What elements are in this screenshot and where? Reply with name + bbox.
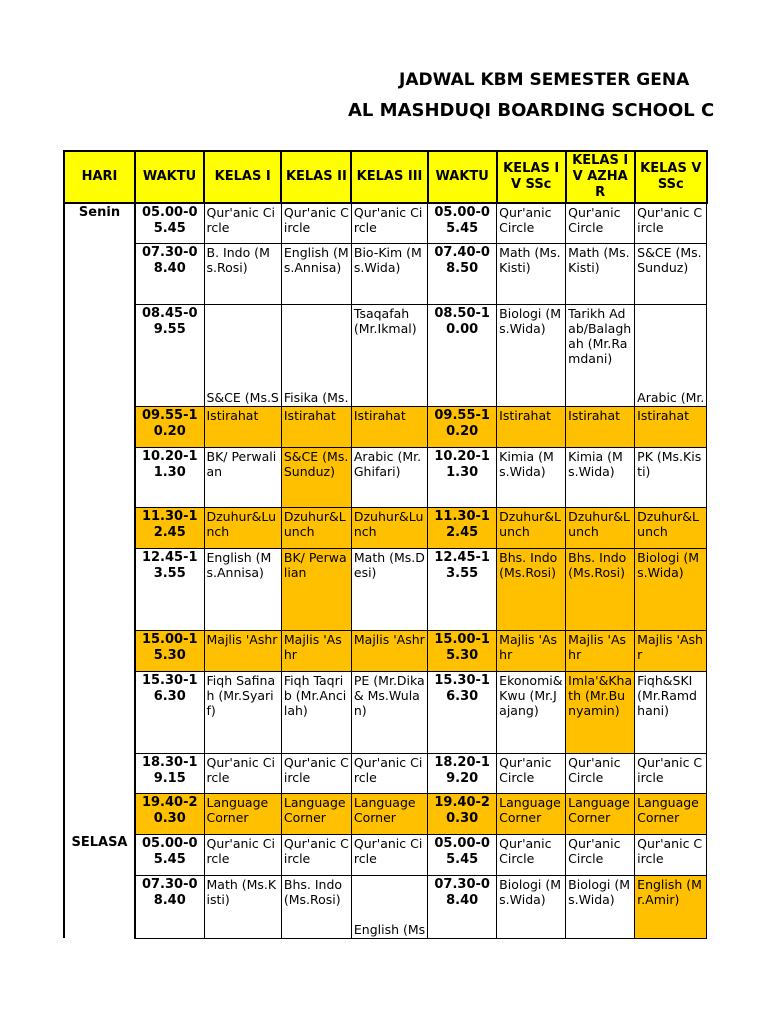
header-waktu-2: WAKTU (428, 151, 497, 203)
break-cell: Istirahat (351, 406, 427, 447)
day-senin: Senin (64, 203, 135, 834)
class-cell: English (Ms (351, 875, 427, 938)
class-cell: Imla'&Khath (Mr.Bunyamin) (566, 671, 635, 753)
time-cell: 11.30-12.45 (135, 507, 204, 548)
time-cell: 15.00-15.30 (428, 630, 497, 671)
class-cell: BK/ Perwalian (204, 447, 281, 507)
header-waktu: WAKTU (135, 151, 204, 203)
class-cell: Language Corner (497, 793, 566, 834)
break-cell: Istirahat (566, 406, 635, 447)
class-cell: PE (Mr.Dika& Ms.Wulan) (351, 671, 427, 753)
class-cell: Biologi (Ms.Wida) (635, 548, 707, 630)
class-cell: Fiqh&SKI (Mr.Ramdhani) (635, 671, 707, 753)
time-cell: 10.20-11.30 (428, 447, 497, 507)
class-cell: Language Corner (635, 793, 707, 834)
class-cell: English (Ms.Annisa) (204, 548, 281, 630)
time-cell: 19.40-20.30 (428, 793, 497, 834)
class-cell: Qur'anic Circle (204, 834, 281, 875)
class-cell: Ekonomi&Kwu (Mr.Jajang) (497, 671, 566, 753)
class-cell: Math (Ms.Kisti) (566, 243, 635, 304)
table-row (64, 630, 707, 671)
class-cell: Fiqh Taqrib (Mr.Ancilah) (281, 671, 351, 753)
table-row (64, 793, 707, 834)
class-cell: Tsaqafah (Mr.Ikmal) (351, 304, 427, 406)
time-cell: 05.00-05.45 (135, 834, 204, 875)
break-cell: Majlis 'Ashr (351, 630, 427, 671)
class-cell: Bhs. Indo (Ms.Rosi) (281, 875, 351, 938)
class-cell: Qur'anic Circle (635, 203, 707, 243)
header-kelas-2: KELAS II (281, 151, 351, 203)
class-cell: PK (Ms.Kisti) (635, 447, 707, 507)
time-cell: 07.30-08.40 (135, 875, 204, 938)
class-cell: Qur'anic Circle (497, 834, 566, 875)
time-cell: 08.45-09.55 (135, 304, 204, 406)
class-cell: Bhs. Indo (Ms.Rosi) (497, 548, 566, 630)
class-cell: English (Mr.Amir) (635, 875, 707, 938)
class-cell: Bio-Kim (Ms.Wida) (351, 243, 427, 304)
break-cell: Dzuhur&Lunch (204, 507, 281, 548)
time-cell: 19.40-20.30 (135, 793, 204, 834)
class-cell: Fiqh Safinah (Mr.Syarif) (204, 671, 281, 753)
time-cell: 05.00-05.45 (135, 203, 204, 243)
class-cell: Kimia (Ms.Wida) (497, 447, 566, 507)
class-cell: Qur'anic Circle (351, 203, 427, 243)
break-cell: Dzuhur&Lunch (566, 507, 635, 548)
break-cell: Istirahat (204, 406, 281, 447)
break-cell: Istirahat (497, 406, 566, 447)
day-selasa: SELASA (64, 834, 135, 938)
class-cell: Math (Ms.Kisti) (497, 243, 566, 304)
class-cell: Qur'anic Circle (635, 753, 707, 793)
class-cell: Tarikh Adab/Balaghah (Mr.Ramdani) (566, 304, 635, 406)
class-cell: Qur'anic Circle (497, 203, 566, 243)
school-name: AL MASHDUQI BOARDING SCHOOL C (348, 100, 715, 121)
class-cell: Biologi (Ms.Wida) (497, 304, 566, 406)
time-cell: 07.40-08.50 (428, 243, 497, 304)
time-cell: 05.00-05.45 (428, 203, 497, 243)
class-cell: Arabic (Mr. (635, 304, 707, 406)
time-cell: 07.30-08.40 (135, 243, 204, 304)
break-cell: Dzuhur&Lunch (351, 507, 427, 548)
table-row (64, 203, 707, 243)
class-cell: Qur'anic Circle (281, 834, 351, 875)
header-kelas-5-ssc: KELAS V SSc (635, 151, 707, 203)
time-cell: 10.20-11.30 (135, 447, 204, 507)
class-cell: Language Corner (281, 793, 351, 834)
class-cell: Qur'anic Circle (635, 834, 707, 875)
time-cell: 18.30-19.15 (135, 753, 204, 793)
class-cell: Math (Ms.Desi) (351, 548, 427, 630)
break-cell: Istirahat (635, 406, 707, 447)
table-row (64, 671, 707, 753)
class-cell: Qur'anic Circle (566, 834, 635, 875)
table-row (64, 447, 707, 507)
class-cell: Fisika (Ms. (281, 304, 351, 406)
time-cell: 15.00-15.30 (135, 630, 204, 671)
break-cell: Majlis 'Ashr (204, 630, 281, 671)
header-kelas-3: KELAS III (351, 151, 427, 203)
break-cell: Majlis 'Ashr (281, 630, 351, 671)
class-cell: BK/ Perwalian (281, 548, 351, 630)
class-cell: B. Indo (Ms.Rosi) (204, 243, 281, 304)
class-cell: Qur'anic Circle (566, 203, 635, 243)
class-cell: Qur'anic Circle (566, 753, 635, 793)
header-row (64, 151, 707, 203)
class-cell: Arabic (Mr.Ghifari) (351, 447, 427, 507)
class-cell: S&CE (Ms.Sunduz) (281, 447, 351, 507)
class-cell: S&CE (Ms.Sunduz) (635, 243, 707, 304)
class-cell: Language Corner (351, 793, 427, 834)
table-row (64, 548, 707, 630)
time-cell: 12.45-13.55 (135, 548, 204, 630)
class-cell: Qur'anic Circle (497, 753, 566, 793)
class-cell: Qur'anic Circle (204, 203, 281, 243)
table-row (64, 406, 707, 447)
class-cell: Language Corner (566, 793, 635, 834)
break-cell: Majlis 'Ashr (566, 630, 635, 671)
class-cell: Biologi (Ms.Wida) (497, 875, 566, 938)
time-cell: 15.30-16.30 (428, 671, 497, 753)
time-cell: 07.30-08.40 (428, 875, 497, 938)
class-cell: Qur'anic Circle (281, 753, 351, 793)
time-cell: 12.45-13.55 (428, 548, 497, 630)
table-row (64, 753, 707, 793)
time-cell: 15.30-16.30 (135, 671, 204, 753)
header-hari: HARI (64, 151, 135, 203)
class-cell: Language Corner (204, 793, 281, 834)
time-cell: 11.30-12.45 (428, 507, 497, 548)
time-cell: 05.00-05.45 (428, 834, 497, 875)
header-kelas-4-azhar: KELAS IV AZHAR (566, 151, 635, 203)
time-cell: 08.50-10.00 (428, 304, 497, 406)
table-row (64, 304, 707, 406)
schedule-title: JADWAL KBM SEMESTER GENA (399, 70, 690, 90)
table-row (64, 507, 707, 548)
header-kelas-4-ssc: KELAS IV SSc (497, 151, 566, 203)
class-cell: Bhs. Indo (Ms.Rosi) (566, 548, 635, 630)
table-row (64, 243, 707, 304)
break-cell: Istirahat (281, 406, 351, 447)
time-cell: 18.20-19.20 (428, 753, 497, 793)
table-row (64, 875, 707, 938)
schedule-table (63, 150, 708, 939)
break-cell: Dzuhur&Lunch (635, 507, 707, 548)
break-cell: Majlis 'Ashr (497, 630, 566, 671)
time-cell: 09.55-10.20 (135, 406, 204, 447)
class-cell: Math (Ms.Kisti) (204, 875, 281, 938)
class-cell: S&CE (Ms.S (204, 304, 281, 406)
header-kelas-1: KELAS I (204, 151, 281, 203)
class-cell: Qur'anic Circle (351, 753, 427, 793)
break-cell: Dzuhur&Lunch (497, 507, 566, 548)
class-cell: Kimia (Ms.Wida) (566, 447, 635, 507)
table-row (64, 834, 707, 875)
class-cell: Biologi (Ms.Wida) (566, 875, 635, 938)
break-cell: Dzuhur&Lunch (281, 507, 351, 548)
break-cell: Majlis 'Ashr (635, 630, 707, 671)
class-cell: Qur'anic Circle (281, 203, 351, 243)
time-cell: 09.55-10.20 (428, 406, 497, 447)
class-cell: Qur'anic Circle (204, 753, 281, 793)
class-cell: English (Ms.Annisa) (281, 243, 351, 304)
class-cell: Qur'anic Circle (351, 834, 427, 875)
